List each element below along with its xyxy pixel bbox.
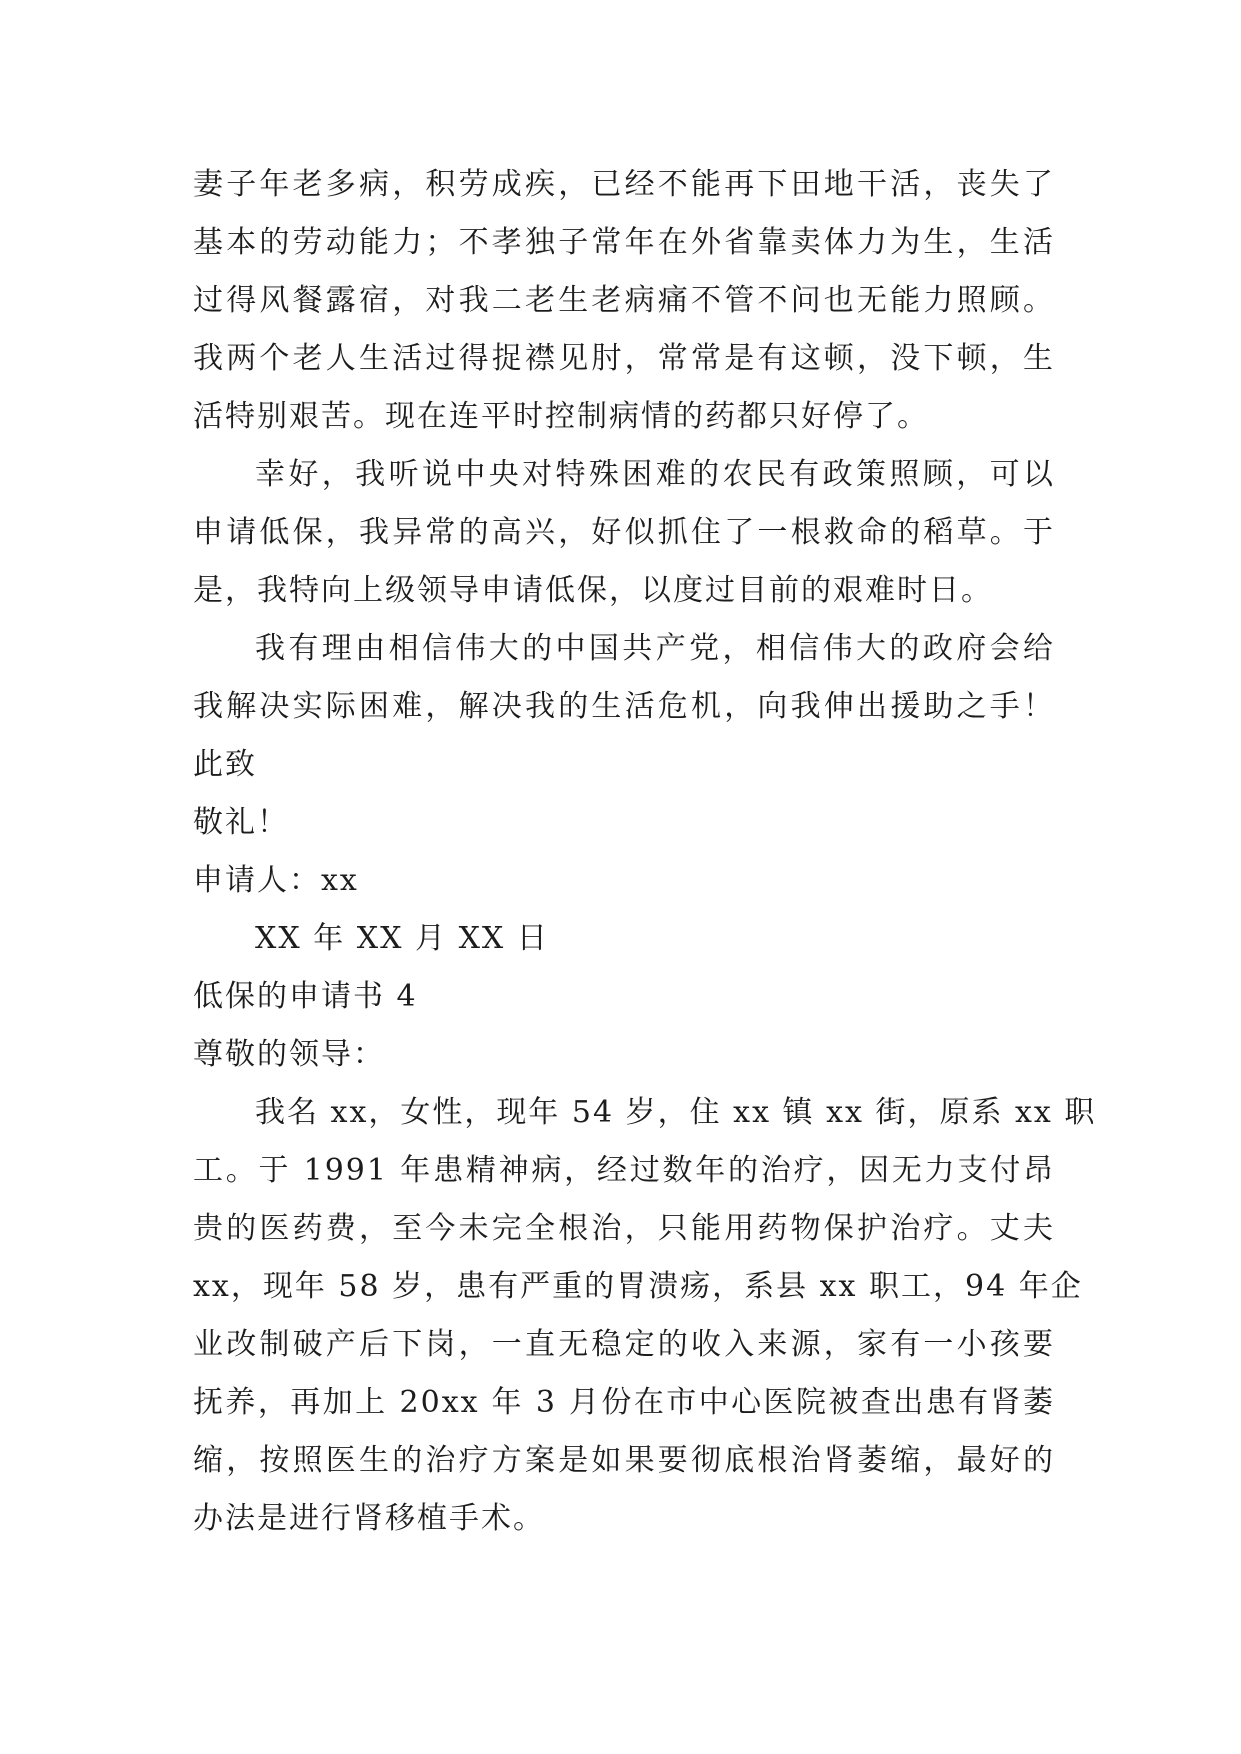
paragraph-line: 我名 xx，女性，现年 54 岁，住 xx 镇 xx 街，原系 xx 职: [255, 1095, 1097, 1130]
applicant-signature: 申请人：xx: [193, 863, 359, 898]
section-title: 低保的申请书 4: [193, 979, 418, 1014]
closing-salutation: 此致: [193, 747, 257, 782]
paragraph-line: 过得风餐露宿，对我二老生老病痛不管不问也无能力照顾。: [193, 283, 1055, 318]
paragraph-line: 基本的劳动能力；不孝独子常年在外省靠卖体力为生，生活: [193, 225, 1055, 260]
paragraph-line: 幸好，我听说中央对特殊困难的农民有政策照顾，可以: [255, 457, 1055, 492]
signature-date: XX 年 XX 月 XX 日: [255, 921, 549, 956]
paragraph-line: 活特别艰苦。现在连平时控制病情的药都只好停了。: [193, 399, 929, 434]
paragraph-line: 业改制破产后下岗，一直无稳定的收入来源，家有一小孩要: [193, 1327, 1055, 1362]
paragraph-line: 我解决实际困难，解决我的生活危机，向我伸出援助之手！: [193, 689, 1055, 724]
paragraph-line: 贵的医药费，至今未完全根治，只能用药物保护治疗。丈夫: [193, 1211, 1055, 1246]
paragraph-line: 缩，按照医生的治疗方案是如果要彻底根治肾萎缩，最好的: [193, 1443, 1055, 1478]
paragraph-line: 抚养，再加上 20xx 年 3 月份在市中心医院被查出患有肾萎: [193, 1385, 1055, 1420]
paragraph-line: 妻子年老多病，积劳成疾，已经不能再下田地干活，丧失了: [193, 167, 1055, 202]
paragraph-line: 工。于 1991 年患精神病，经过数年的治疗，因无力支付昂: [193, 1153, 1055, 1188]
paragraph-line: 我有理由相信伟大的中国共产党，相信伟大的政府会给: [255, 631, 1055, 666]
paragraph-line: 申请低保，我异常的高兴，好似抓住了一根救命的稻草。于: [193, 515, 1055, 550]
closing-regards: 敬礼！: [193, 805, 289, 840]
document-body: [193, 156, 1097, 1548]
paragraph-line: 是，我特向上级领导申请低保，以度过目前的艰难时日。: [193, 573, 993, 608]
paragraph-line: xx，现年 58 岁，患有严重的胃溃疡，系县 xx 职工，94 年企: [193, 1269, 1083, 1304]
letter-greeting: 尊敬的领导：: [193, 1037, 385, 1072]
paragraph-line: 我两个老人生活过得捉襟见肘，常常是有这顿，没下顿，生: [193, 341, 1055, 376]
paragraph-line: 办法是进行肾移植手术。: [193, 1501, 545, 1536]
